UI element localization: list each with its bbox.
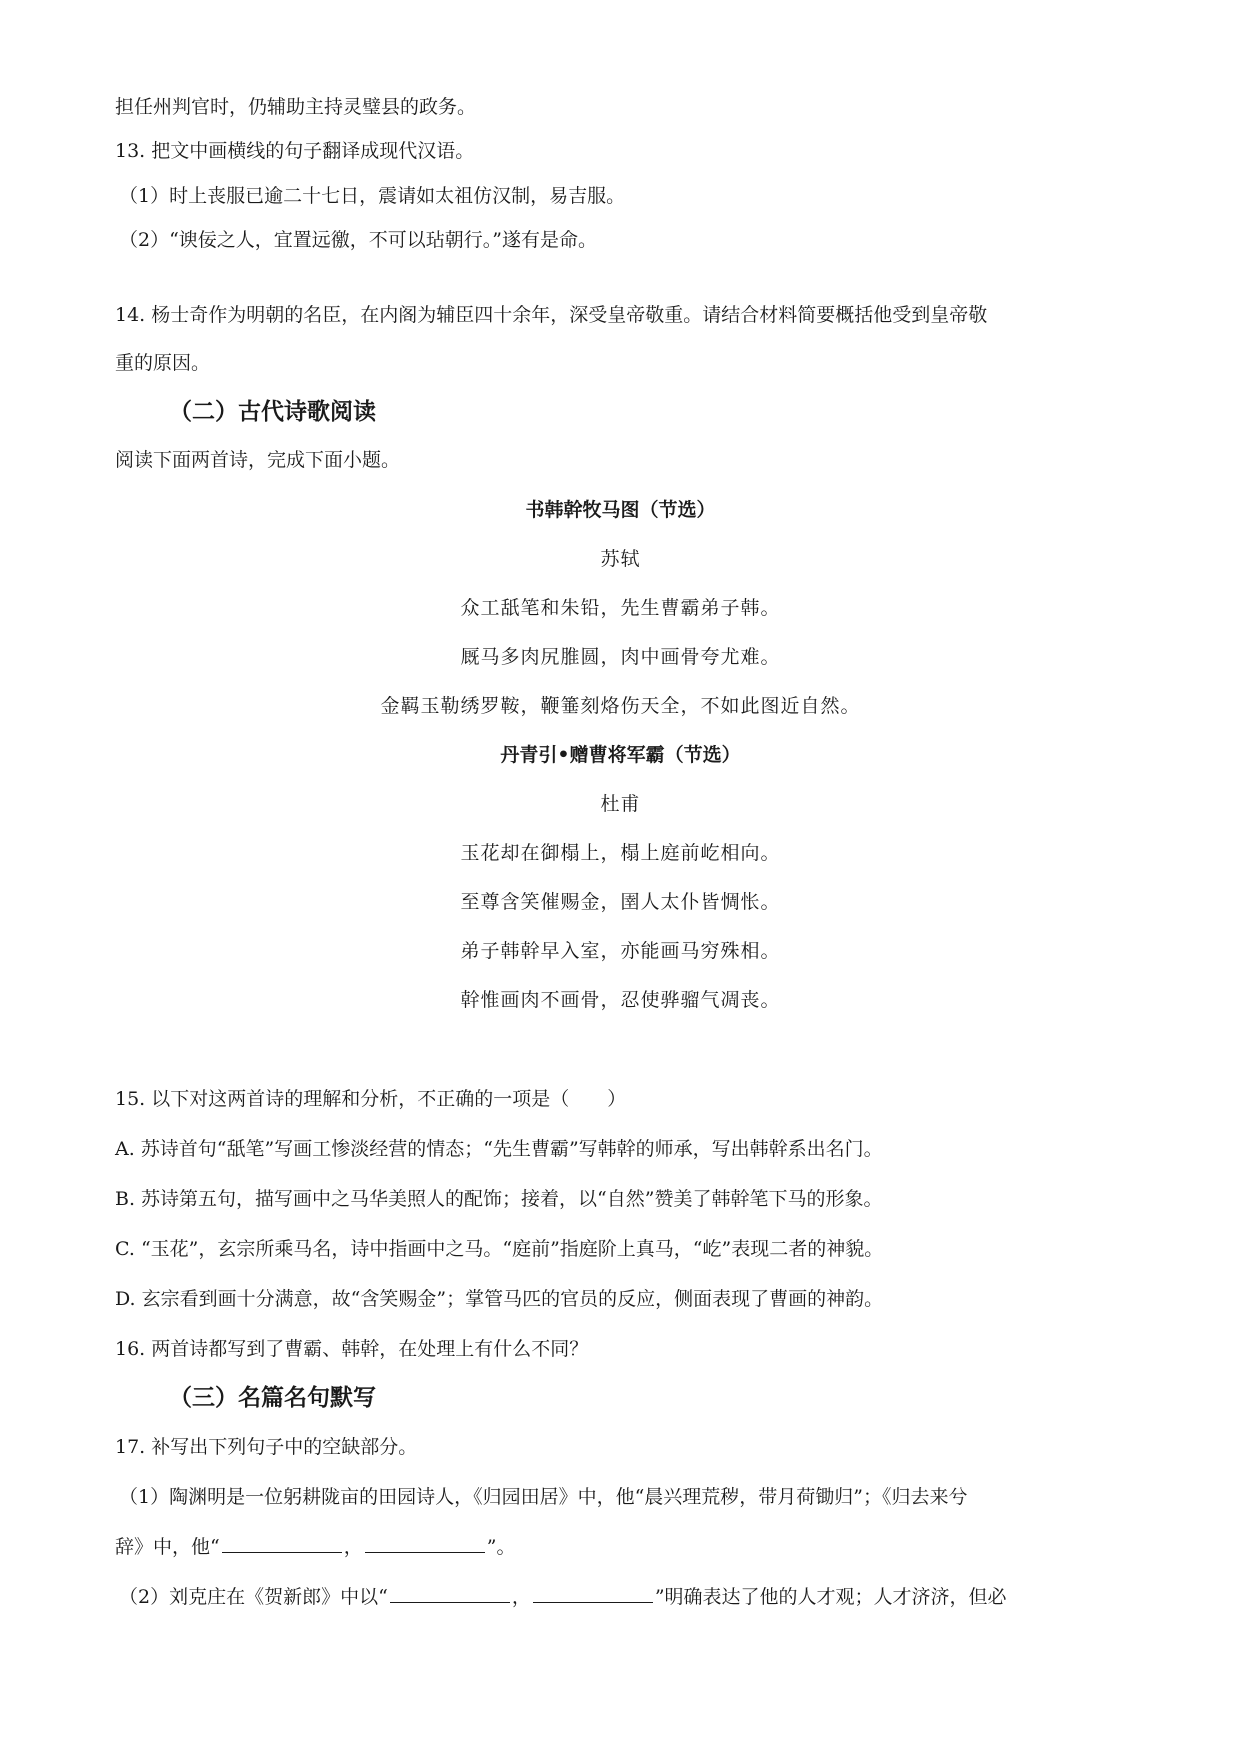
poem-2-line: 至尊含笑催赐金，圉人太仆皆惆怅。 [460,891,781,913]
text-fragment: ”明确表达了他的人才观；人才济济，但必 [654,1586,1007,1608]
question-17-item-1-line-1: （1）陶渊明是一位躬耕陇亩的田园诗人，《归园田居》中，他“晨兴理荒秽，带月荷锄归”；《归去来兮 [119,1486,968,1508]
question-15-option-d: D. 玄宗看到画十分满意，故“含笑赐金”；掌管马匹的官员的反应，侧面表现了曹画的神韵。 [115,1288,884,1310]
question-15-option-c: C. “玉花”，玄宗所乘马名，诗中指画中之马。“庭前”指庭阶上真马，“屹”表现二者的神貌。 [115,1238,884,1260]
poem-2-title: 丹青引•赠曹将军霸（节选） [500,744,741,766]
poem-1-title: 书韩幹牧马图（节选） [525,499,716,521]
question-16: 16. 两首诗都写到了曹霸、韩幹，在处理上有什么不同？ [115,1338,589,1360]
text-fragment: 辞》中，他“ [115,1536,220,1558]
poem-1-line: 厩马多肉尻脽圆，肉中画骨夸尤难。 [460,646,781,668]
question-15-option-b: B. 苏诗第五句，描写画中之马华美照人的配饰；接着，以“自然”赞美了韩幹笔下马的形象。 [115,1188,883,1210]
question-15-stem: 15. 以下对这两首诗的理解和分析，不正确的一项是（ ） [115,1088,627,1110]
fill-blank[interactable] [533,1582,653,1603]
text-fragment: （2）刘克庄在《贺新郎》中以“ [119,1586,388,1608]
question-13-item-2: （2）“谀佞之人，宜置远徼，不可以玷朝行。”遂有是命。 [119,229,598,251]
poetry-intro: 阅读下面两首诗，完成下面小题。 [115,449,401,471]
text-fragment: ， [343,1536,363,1558]
text-fragment: ， [511,1586,531,1608]
poem-2-author: 杜甫 [600,793,641,815]
text-fragment: ”。 [486,1536,516,1558]
fill-blank[interactable] [390,1582,510,1603]
section-heading-poetry: （二）古代诗歌阅读 [169,399,376,425]
section-heading-recitation: （三）名篇名句默写 [169,1385,376,1411]
poem-1-author: 苏轼 [600,548,641,570]
question-14-line-2: 重的原因。 [115,352,211,374]
question-17-item-1-line-2 [115,1532,515,1560]
fill-blank[interactable] [222,1532,342,1553]
poem-1-line: 金羁玉勒绣罗鞍，鞭箠刻烙伤天全，不如此图近自然。 [380,695,861,717]
text-line: 担任州判官时，仍辅助主持灵璧县的政务。 [115,96,477,118]
fill-blank[interactable] [365,1532,485,1553]
poem-2-line: 弟子韩幹早入室，亦能画马穷殊相。 [460,940,781,962]
question-17-stem: 17. 补写出下列句子中的空缺部分。 [115,1436,418,1458]
question-13-item-1: （1）时上丧服已逾二十七日，震请如太祖仿汉制，易吉服。 [119,185,626,207]
question-15-option-a: A. 苏诗首句“舐笔”写画工惨淡经营的情态；“先生曹霸”写韩幹的师承，写出韩幹系出名门。 [115,1138,883,1160]
question-17-item-2 [119,1582,1007,1610]
question-13: 13. 把文中画横线的句子翻译成现代汉语。 [115,140,475,162]
poem-2-line: 幹惟画肉不画骨，忍使骅骝气凋丧。 [460,989,781,1011]
poem-1-line: 众工舐笔和朱铅，先生曹霸弟子韩。 [460,597,781,619]
question-14-line-1: 14. 杨士奇作为明朝的名臣，在内阁为辅臣四十余年，深受皇帝敬重。请结合材料简要概括他受到皇帝敬 [115,304,988,326]
poem-2-line: 玉花却在御榻上，榻上庭前屹相向。 [460,842,781,864]
